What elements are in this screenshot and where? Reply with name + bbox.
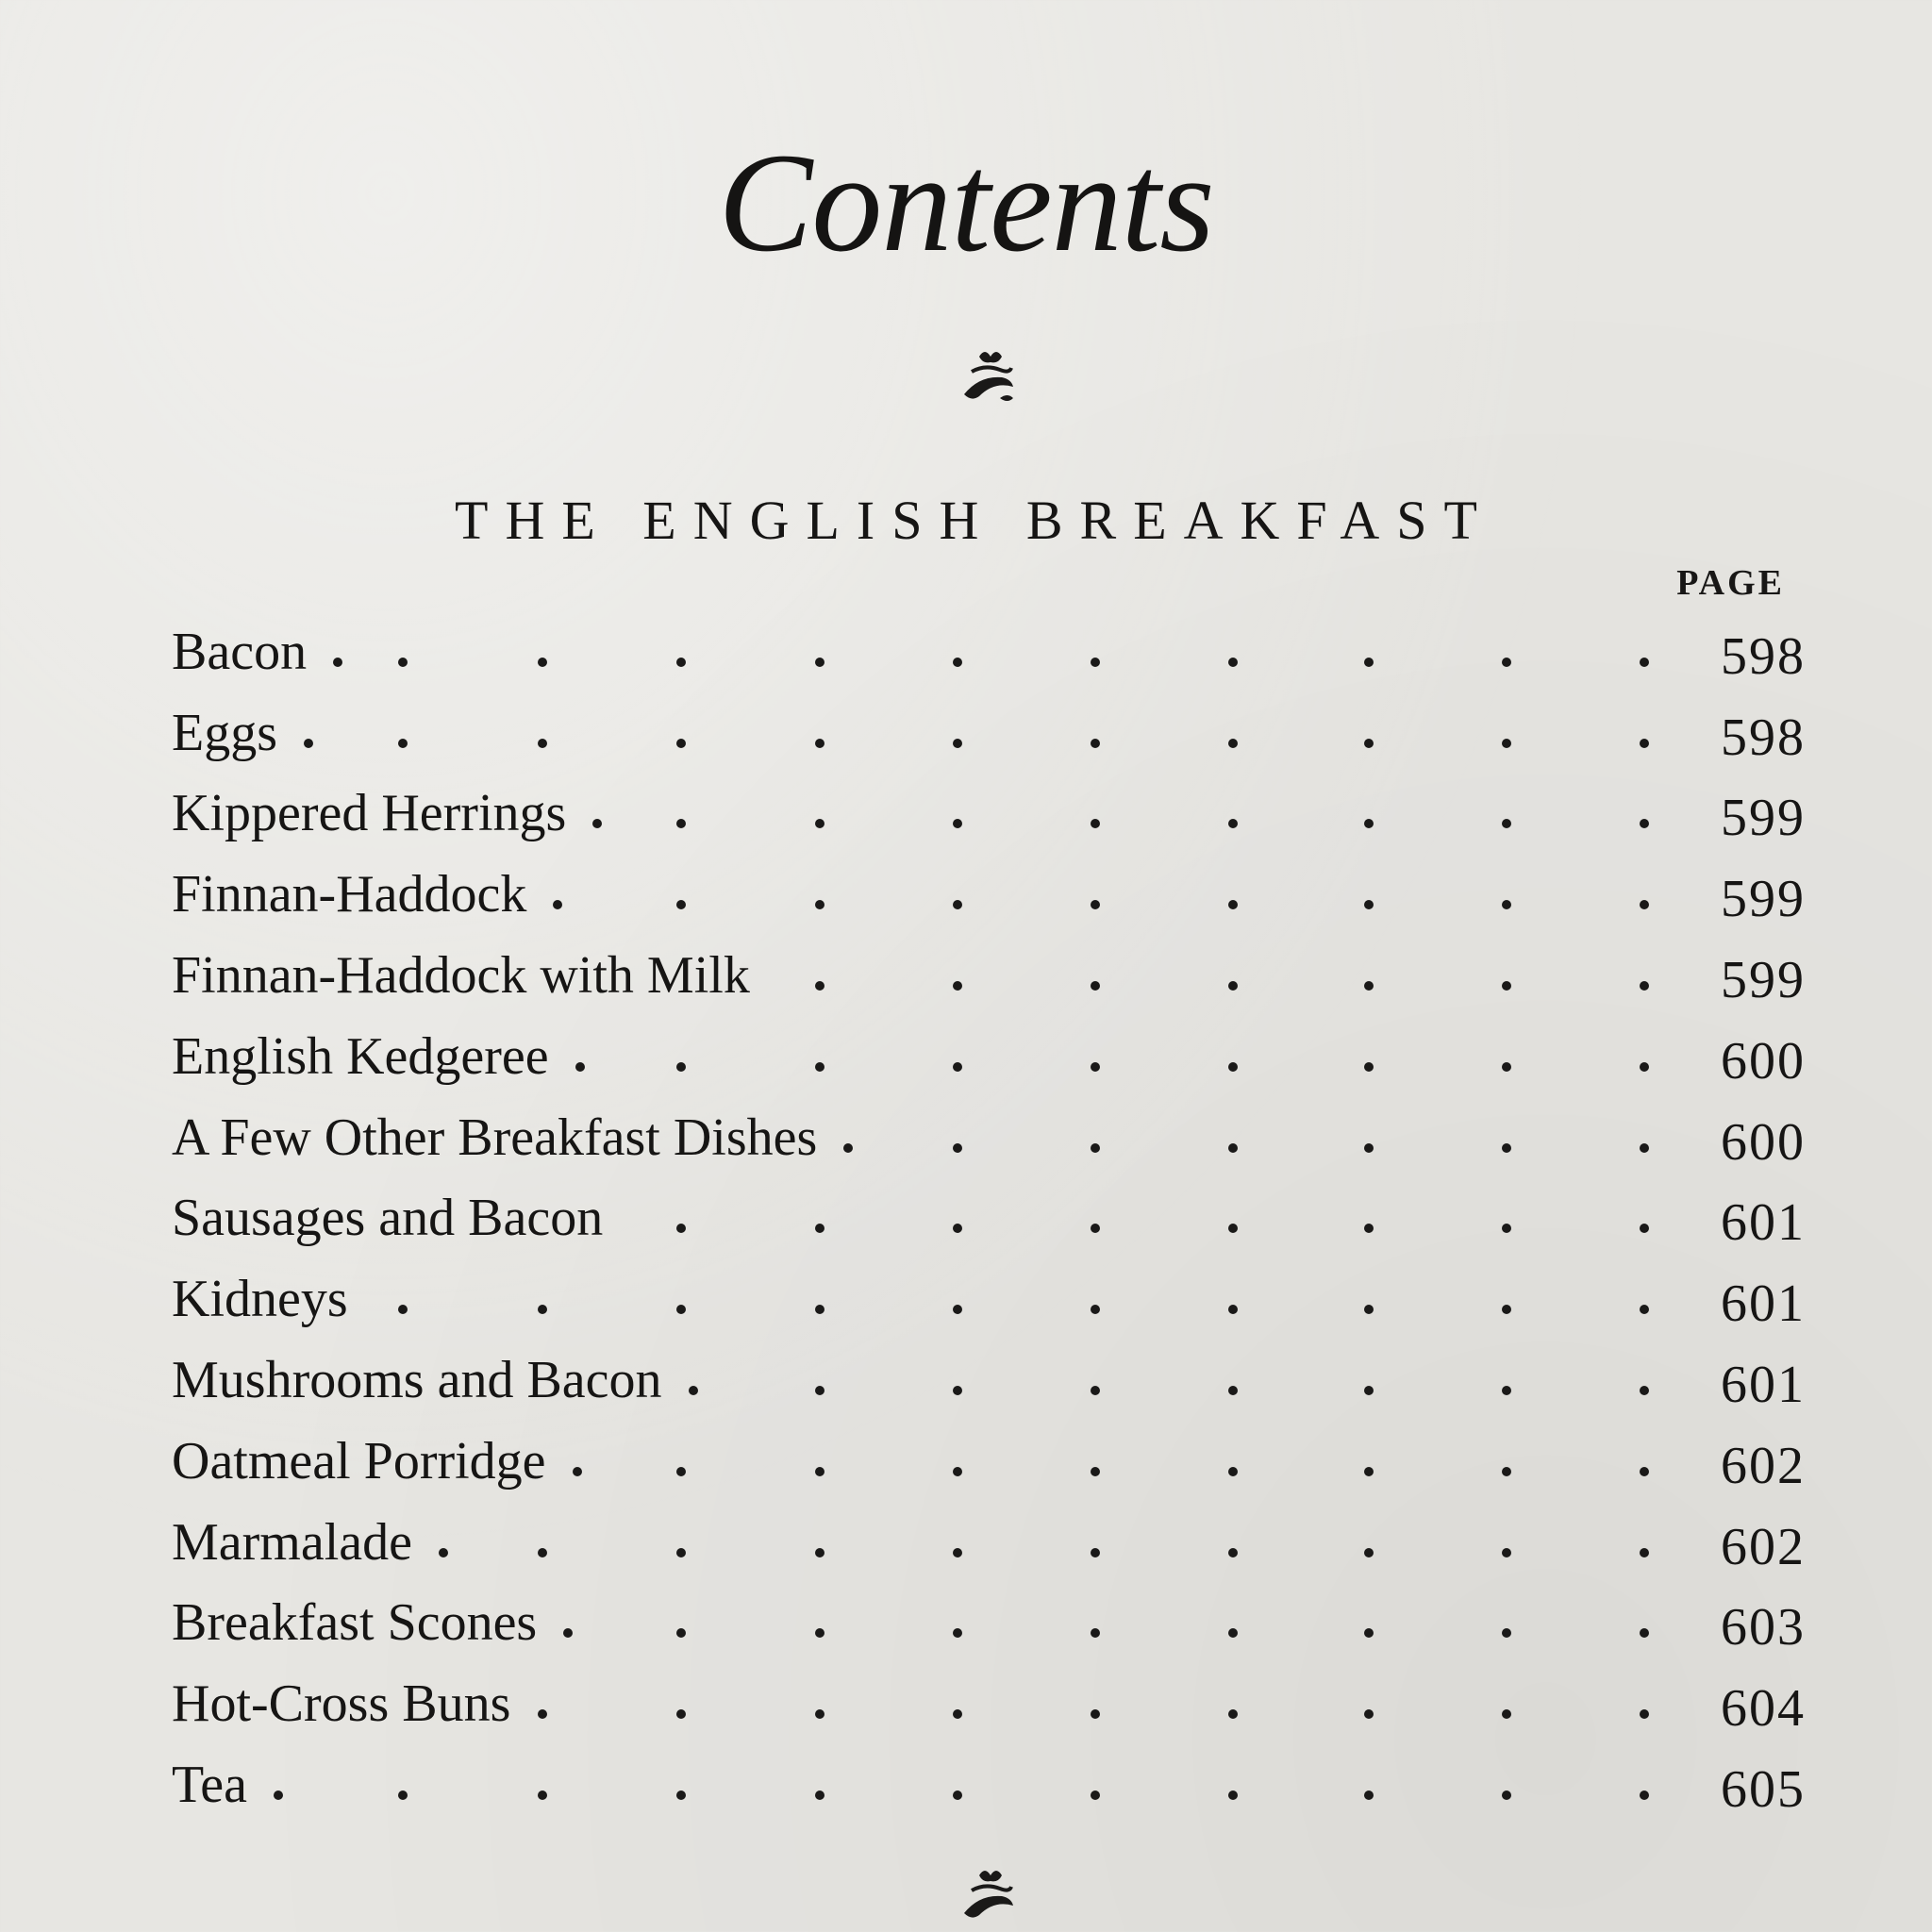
leader-dot: [953, 1790, 962, 1800]
leader-dot: [573, 1467, 582, 1476]
toc-entry: [172, 1097, 1806, 1178]
leader-dot: [1640, 1467, 1649, 1476]
leader-dot: [676, 1305, 686, 1314]
toc-entry-page: 598: [1721, 627, 1806, 687]
toc-entry: [172, 854, 1806, 935]
leader-dot: [815, 1467, 824, 1476]
leader-dot: [1502, 900, 1511, 909]
leader-dot: [398, 658, 408, 667]
leader-dot: [398, 1305, 408, 1314]
leader-dot: [676, 1548, 686, 1557]
leader-dot: [538, 1548, 547, 1557]
leader-dot: [1228, 658, 1238, 667]
fleuron-ornament-icon: [941, 335, 1036, 420]
leader-dot: [333, 658, 342, 667]
leader-dot: [1364, 1628, 1374, 1638]
leader-dot: [1364, 1305, 1374, 1314]
toc-entry-title: English Kedgeree: [172, 1026, 549, 1086]
leader-dot: [1502, 981, 1511, 991]
toc-entry-title: Eggs: [172, 703, 277, 762]
leader-dot: [815, 1224, 824, 1233]
toc-entry-title: Hot-Cross Buns: [172, 1674, 511, 1734]
leader-dot: [815, 658, 824, 667]
leader-dot: [563, 1628, 573, 1638]
leader-dot: [1091, 1386, 1100, 1395]
leader-dot: [575, 1062, 585, 1072]
leader-dot: [953, 1143, 962, 1153]
page-title: Contents: [718, 125, 1214, 281]
leader-dot: [1228, 1224, 1238, 1233]
leader-dot: [953, 819, 962, 828]
leader-dot: [1640, 1224, 1649, 1233]
toc-entry: [172, 692, 1806, 774]
leader-dot: [1502, 1386, 1511, 1395]
page-column-label: PAGE: [1676, 563, 1785, 603]
toc-entry: [172, 1340, 1806, 1421]
toc-entry-title: Marmalade: [172, 1512, 412, 1572]
leader-dot: [953, 1548, 962, 1557]
toc-entry: [172, 1258, 1806, 1340]
leader-dot: [815, 1709, 824, 1719]
leader-dot: [815, 981, 824, 991]
leader-dot: [953, 981, 962, 991]
leader-dot: [953, 1305, 962, 1314]
leader-dot: [1091, 1143, 1100, 1153]
leader-dot: [953, 739, 962, 748]
leader-dot: [1364, 900, 1374, 909]
toc-entry-title: Mushrooms and Bacon: [172, 1351, 662, 1410]
leader-dot: [815, 900, 824, 909]
leader-dot: [815, 1628, 824, 1638]
leader-dot: [1228, 981, 1238, 991]
leader-dot: [1640, 1548, 1649, 1557]
leader-dot: [1502, 1709, 1511, 1719]
leader-dot: [1091, 1224, 1100, 1233]
leader-dot: [676, 739, 686, 748]
toc-entry-title: Kidneys: [172, 1270, 348, 1329]
toc-entry: [172, 611, 1806, 692]
toc-entry: [172, 1502, 1806, 1583]
leader-dot: [676, 1709, 686, 1719]
leader-dot: [1091, 819, 1100, 828]
leader-dot: [676, 1224, 686, 1233]
leader-dot: [676, 1062, 686, 1072]
leader-dot: [1091, 900, 1100, 909]
leader-dot: [1640, 1628, 1649, 1638]
leader-dot: [1228, 1548, 1238, 1557]
leader-dot: [815, 1305, 824, 1314]
leader-dot: [538, 739, 547, 748]
leader-dot: [1364, 1224, 1374, 1233]
fleuron-ornament-icon: [941, 1854, 1036, 1932]
leader-dot: [398, 739, 408, 748]
toc-entry-title: Oatmeal Porridge: [172, 1431, 546, 1491]
leader-dot: [1640, 981, 1649, 991]
leader-dot: [1364, 1386, 1374, 1395]
toc-entry-page: 602: [1721, 1517, 1806, 1576]
leader-dot: [1091, 1305, 1100, 1314]
dot-leader: [172, 611, 1672, 692]
leader-dot: [1364, 658, 1374, 667]
leader-dot: [1640, 658, 1649, 667]
toc-entry-title: Sausages and Bacon: [172, 1189, 604, 1248]
leader-dot: [553, 900, 562, 909]
leader-dot: [1228, 1143, 1238, 1153]
leader-dot: [1640, 819, 1649, 828]
toc-entry: [172, 935, 1806, 1016]
toc-entry: [172, 1744, 1806, 1825]
toc-entry-title: Tea: [172, 1756, 248, 1815]
leader-dot: [1640, 900, 1649, 909]
leader-dot: [1502, 1143, 1511, 1153]
toc-entry-page: 601: [1721, 1356, 1806, 1415]
leader-dot: [1228, 819, 1238, 828]
leader-dot: [953, 1467, 962, 1476]
leader-dot: [1502, 819, 1511, 828]
leader-dot: [1502, 739, 1511, 748]
fleuron-icon: [951, 1858, 1026, 1932]
dot-leader: [172, 1258, 1672, 1340]
toc-entry-page: 600: [1721, 1112, 1806, 1172]
toc-entry-page: 601: [1721, 1193, 1806, 1253]
leader-dot: [815, 1062, 824, 1072]
leader-dot: [1364, 739, 1374, 748]
toc-entry-page: 600: [1721, 1031, 1806, 1091]
leader-dot: [1228, 1790, 1238, 1800]
leader-dot: [398, 1790, 408, 1800]
leader-dot: [1091, 1628, 1100, 1638]
toc-entry: [172, 1016, 1806, 1097]
leader-dot: [1640, 1143, 1649, 1153]
toc-entry: [172, 1663, 1806, 1744]
leader-dot: [1091, 1709, 1100, 1719]
leader-dot: [592, 819, 602, 828]
leader-dot: [1364, 1790, 1374, 1800]
toc-entry-page: 599: [1721, 870, 1806, 929]
leader-dot: [1640, 1709, 1649, 1719]
toc-entry-page: 601: [1721, 1274, 1806, 1334]
leader-dot: [1640, 1305, 1649, 1314]
leader-dot: [1091, 1062, 1100, 1072]
leader-dot: [538, 658, 547, 667]
leader-dot: [1502, 1790, 1511, 1800]
dot-leader: [172, 692, 1672, 774]
leader-dot: [1502, 1062, 1511, 1072]
toc-entry: [172, 1421, 1806, 1502]
leader-dot: [953, 1628, 962, 1638]
leader-dot: [953, 1709, 962, 1719]
leader-dot: [1502, 1548, 1511, 1557]
leader-dot: [676, 819, 686, 828]
toc-entry-title: Kippered Herrings: [172, 784, 567, 843]
leader-dot: [1364, 1062, 1374, 1072]
leader-dot: [1091, 981, 1100, 991]
leader-dot: [953, 658, 962, 667]
dot-leader: [172, 1744, 1672, 1825]
leader-dot: [1228, 1305, 1238, 1314]
toc-entry-title: Finnan-Haddock with Milk: [172, 946, 750, 1006]
leader-dot: [1502, 1467, 1511, 1476]
leader-dot: [689, 1386, 698, 1395]
leader-dot: [1091, 739, 1100, 748]
leader-dot: [1228, 900, 1238, 909]
toc-entry-title: Breakfast Scones: [172, 1593, 538, 1653]
leader-dot: [1091, 658, 1100, 667]
toc-entry-page: 598: [1721, 708, 1806, 767]
leader-dot: [676, 900, 686, 909]
leader-dot: [815, 1790, 824, 1800]
leader-dot: [1091, 1467, 1100, 1476]
toc-entry-page: 604: [1721, 1679, 1806, 1739]
leader-dot: [815, 739, 824, 748]
leader-dot: [1364, 819, 1374, 828]
leader-dot: [1640, 1062, 1649, 1072]
leader-dot: [676, 1467, 686, 1476]
leader-dot: [439, 1548, 448, 1557]
leader-dot: [538, 1305, 547, 1314]
toc-entry: [172, 1583, 1806, 1664]
leader-dot: [1364, 981, 1374, 991]
toc-entry-page: 602: [1721, 1436, 1806, 1495]
leader-dot: [1228, 1709, 1238, 1719]
leader-dot: [1640, 739, 1649, 748]
leader-dot: [538, 1709, 547, 1719]
leader-dot: [953, 1062, 962, 1072]
leader-dot: [815, 1386, 824, 1395]
leader-dot: [1228, 1386, 1238, 1395]
leader-dot: [304, 739, 313, 748]
leader-dot: [815, 819, 824, 828]
leader-dot: [1091, 1790, 1100, 1800]
leader-dot: [1640, 1386, 1649, 1395]
leader-dot: [953, 1224, 962, 1233]
toc-entry-title: A Few Other Breakfast Dishes: [172, 1108, 818, 1167]
leader-dot: [1502, 1224, 1511, 1233]
toc-entry-page: 605: [1721, 1760, 1806, 1820]
leader-dot: [538, 1790, 547, 1800]
toc-entry-title: Bacon: [172, 622, 308, 681]
leader-dot: [1228, 1062, 1238, 1072]
leader-dot: [1091, 1548, 1100, 1557]
leader-dot: [274, 1790, 283, 1800]
leader-dot: [676, 1628, 686, 1638]
leader-dot: [1640, 1790, 1649, 1800]
leader-dot: [1364, 1548, 1374, 1557]
toc-entry-page: 603: [1721, 1598, 1806, 1657]
toc-entry-title: Finnan-Haddock: [172, 865, 527, 924]
leader-dot: [1364, 1143, 1374, 1153]
leader-dot: [1502, 658, 1511, 667]
leader-dot: [953, 900, 962, 909]
leader-dot: [843, 1143, 853, 1153]
leader-dot: [1364, 1467, 1374, 1476]
leader-dot: [1228, 1628, 1238, 1638]
toc-entry-page: 599: [1721, 789, 1806, 848]
leader-dot: [953, 1386, 962, 1395]
toc-entry: [172, 1178, 1806, 1259]
fleuron-icon: [951, 340, 1026, 415]
leader-dot: [1364, 1709, 1374, 1719]
leader-dot: [1228, 1467, 1238, 1476]
leader-dot: [1502, 1305, 1511, 1314]
table-of-contents: [172, 611, 1806, 1825]
toc-entry-page: 599: [1721, 951, 1806, 1010]
leader-dot: [676, 1790, 686, 1800]
leader-dot: [1228, 739, 1238, 748]
toc-entry: [172, 774, 1806, 855]
leader-dot: [1502, 1628, 1511, 1638]
leader-dot: [815, 1548, 824, 1557]
leader-dot: [676, 658, 686, 667]
section-heading: THE ENGLISH BREAKFAST: [455, 490, 1494, 551]
